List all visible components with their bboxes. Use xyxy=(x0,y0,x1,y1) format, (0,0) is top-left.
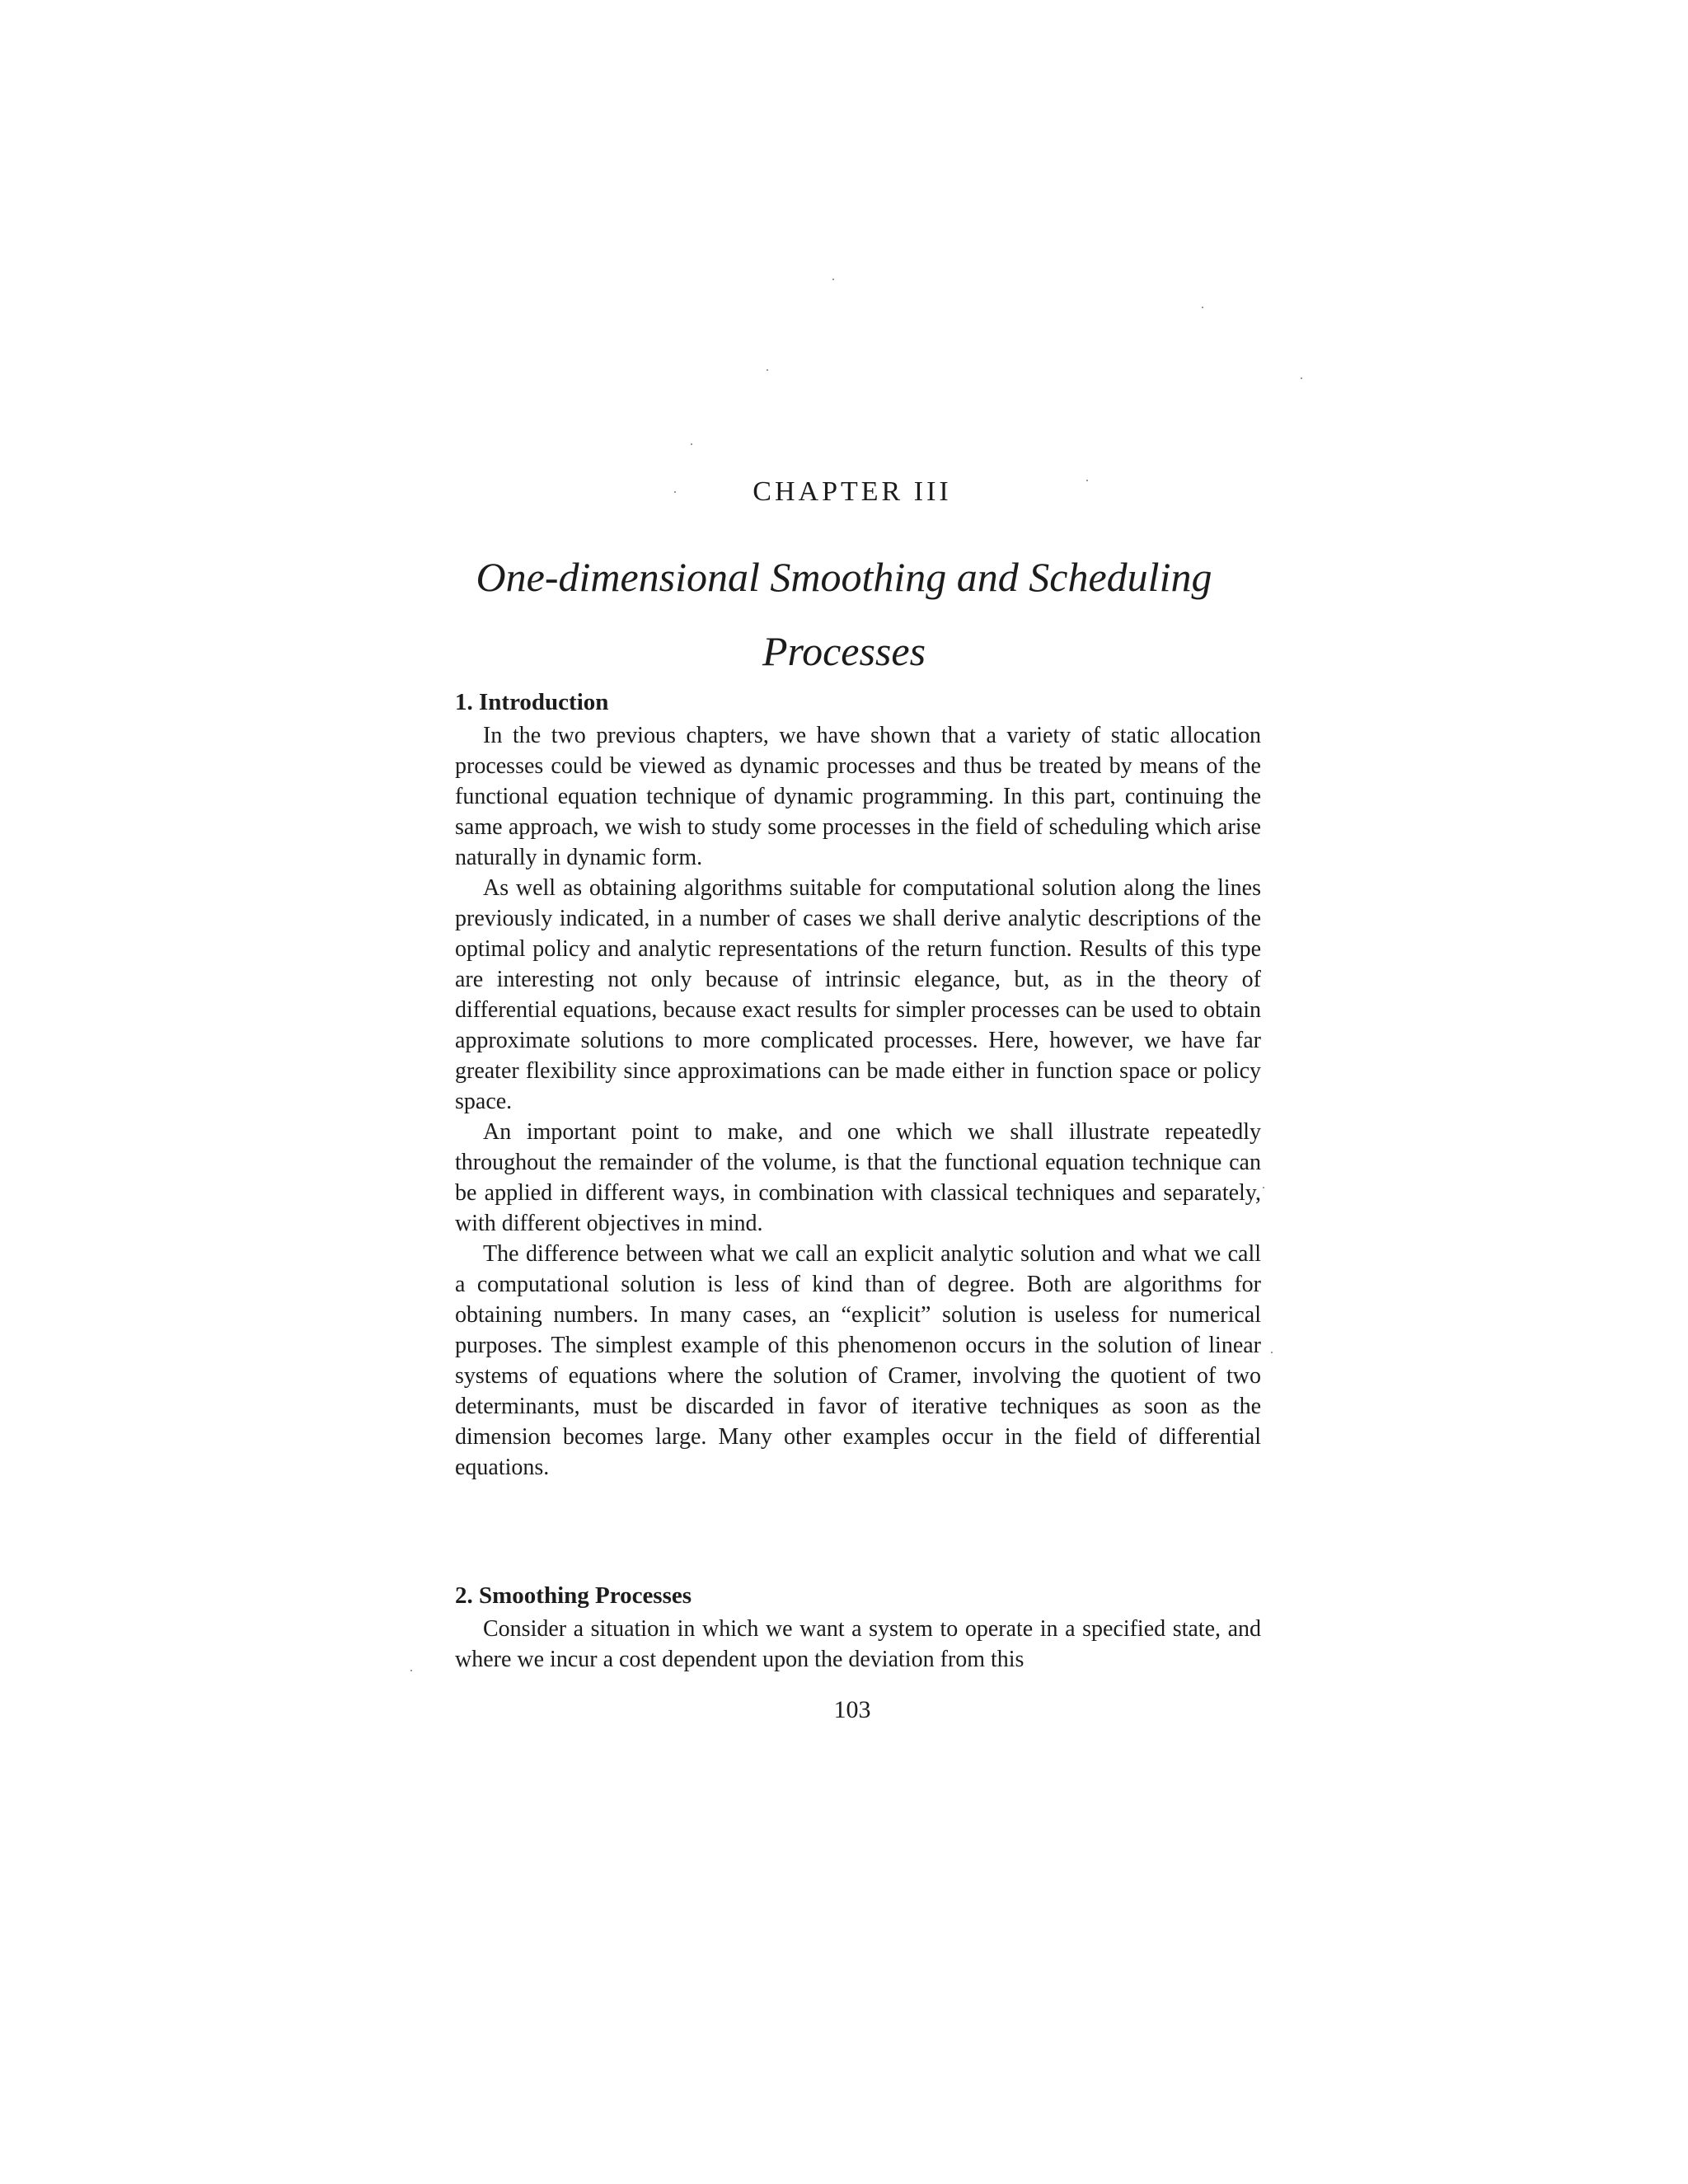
page-number: 103 xyxy=(833,1696,871,1723)
scan-speck xyxy=(832,279,834,280)
section-heading: 1. Introduction xyxy=(455,689,609,715)
chapter-title xyxy=(0,540,1688,688)
paragraph: In the two previous chapters, we have shown that a variety of static allocation processes could be viewed as dynamic processes and thus be treated by means of the functional equation technique of dynamic programming. In this part, continuing the same approach, we wish to study some processes in the field of scheduling which arise naturally in dynamic form. xyxy=(455,723,1261,870)
chapter-label: CHAPTER III xyxy=(753,476,952,507)
paragraph: Consider a situation in which we want a system to operate in a specified state, and where we incur a cost dependent upon the deviation from this xyxy=(455,1616,1261,1672)
paragraph: The difference between what we call an explicit analytic solution and what we call a computational solution is less of kind than of degree. Both are algorithms for obtaining numbers. In many cases, an “explicit” solution is useless for numerical purposes. The simplest example of this phenomenon occurs in the solution of linear systems of equations where the solution of Cramer, involving the quotient of two determinants, must be discarded in favor of iterative techniques as soon as the dimension becomes large. Many other examples occur in the field of differential equations. xyxy=(455,1241,1261,1480)
scan-speck xyxy=(767,369,768,371)
section-introduction xyxy=(455,684,1261,1483)
scan-speck xyxy=(1301,377,1302,379)
scan-speck xyxy=(691,443,692,445)
scan-speck xyxy=(1271,1352,1273,1353)
scan-speck xyxy=(1202,307,1203,308)
section-heading: 2. Smoothing Processes xyxy=(455,1582,692,1609)
section-smoothing-processes xyxy=(455,1577,1261,1675)
paragraph: As well as obtaining algorithms suitable for computational solution along the lines previously indicated, in a number of cases we shall derive analytic descriptions of the optimal policy and analytic representations of the return function. Results of this type are interesting not only because of intrinsic elegance, but, as in the theory of differential equations, because exact results for simpler processes can be used to obtain approximate solutions to more complicated processes. Here, however, we have far greater flexibility since approximations can be made either in function space or policy space. xyxy=(455,875,1261,1114)
scan-speck xyxy=(410,1670,412,1671)
chapter-title-line-2: Processes xyxy=(762,628,926,674)
chapter-title-line-1: One-dimensional Smoothing and Scheduling xyxy=(476,554,1212,600)
paragraph: An important point to make, and one which we shall illustrate repeatedly throughout the remainder of the volume, is that the functional equation technique can be applied in different ways, in combination with classical techniques and separately, with different objectives in mind. xyxy=(455,1119,1261,1236)
scan-speck xyxy=(1263,1187,1264,1188)
